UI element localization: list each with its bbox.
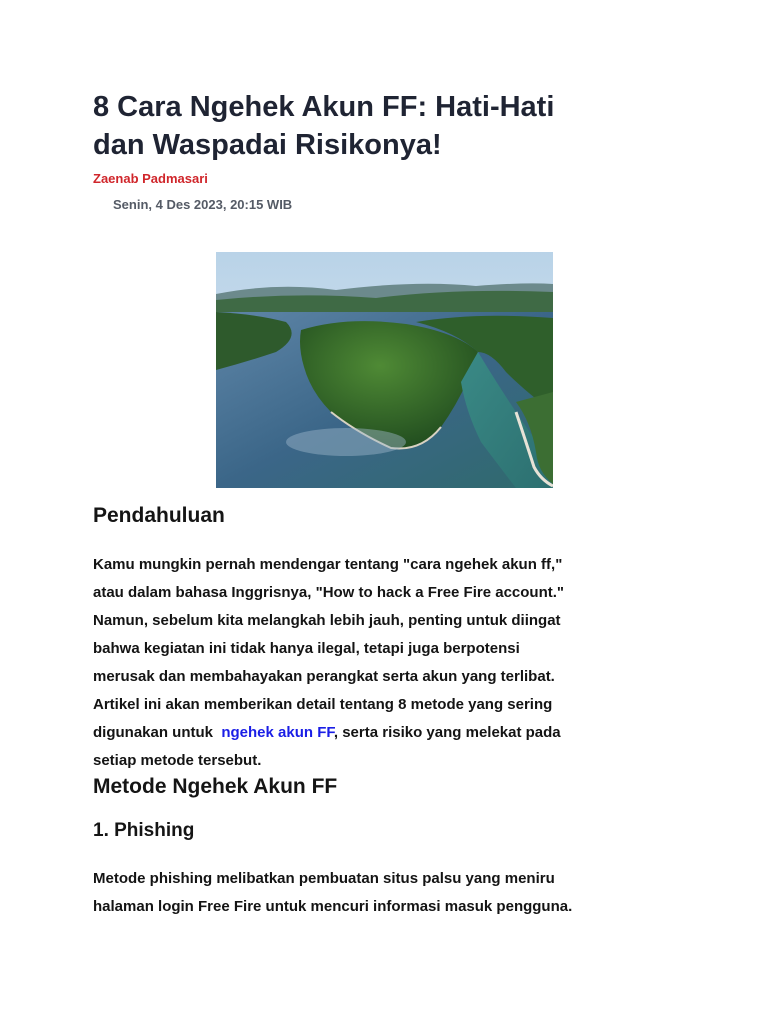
intro-line: setiap metode tersebut. bbox=[93, 752, 262, 769]
author-link[interactable]: Zaenab Padmasari bbox=[93, 171, 208, 186]
intro-line-with-link bbox=[93, 719, 683, 747]
intro-line: Namun, sebelum kita melangkah lebih jauh, penting untuk diingat bbox=[93, 612, 561, 629]
method-paragraph-phishing bbox=[93, 865, 683, 921]
section-heading-methods: Metode Ngehek Akun FF bbox=[93, 775, 338, 798]
hero-image bbox=[216, 252, 553, 488]
intro-line: merusak dan membahayakan perangkat serta akun yang terlibat. bbox=[93, 668, 555, 685]
method-line: Metode phishing melibatkan pembuatan situs palsu yang meniru bbox=[93, 870, 555, 887]
article-title bbox=[93, 88, 673, 164]
ngehek-akun-ff-link[interactable]: ngehek akun FF bbox=[221, 724, 334, 741]
intro-paragraph bbox=[93, 551, 683, 775]
intro-line: Kamu mungkin pernah mendengar tentang "cara ngehek akun ff," bbox=[93, 556, 563, 573]
method-line: halaman login Free Fire untuk mencuri informasi masuk pengguna. bbox=[93, 898, 573, 915]
intro-line: bahwa kegiatan ini tidak hanya ilegal, tetapi juga berpotensi bbox=[93, 640, 520, 657]
method-heading-phishing: 1. Phishing bbox=[93, 820, 195, 841]
intro-line: atau dalam bahasa Inggrisnya, "How to hack a Free Fire account." bbox=[93, 584, 565, 601]
publish-date: Senin, 4 Des 2023, 20:15 WIB bbox=[113, 197, 293, 212]
intro-line: Artikel ini akan memberikan detail tentang 8 metode yang sering bbox=[93, 696, 553, 713]
intro-line-text: digunakan untuk bbox=[93, 724, 222, 741]
intro-line-text: , serta risiko yang melekat pada bbox=[333, 724, 561, 741]
title-line-1: 8 Cara Ngehek Akun FF: Hati-Hati bbox=[93, 91, 555, 123]
section-heading-intro: Pendahuluan bbox=[93, 504, 225, 527]
title-line-2: dan Waspadai Risikonya! bbox=[93, 129, 442, 161]
